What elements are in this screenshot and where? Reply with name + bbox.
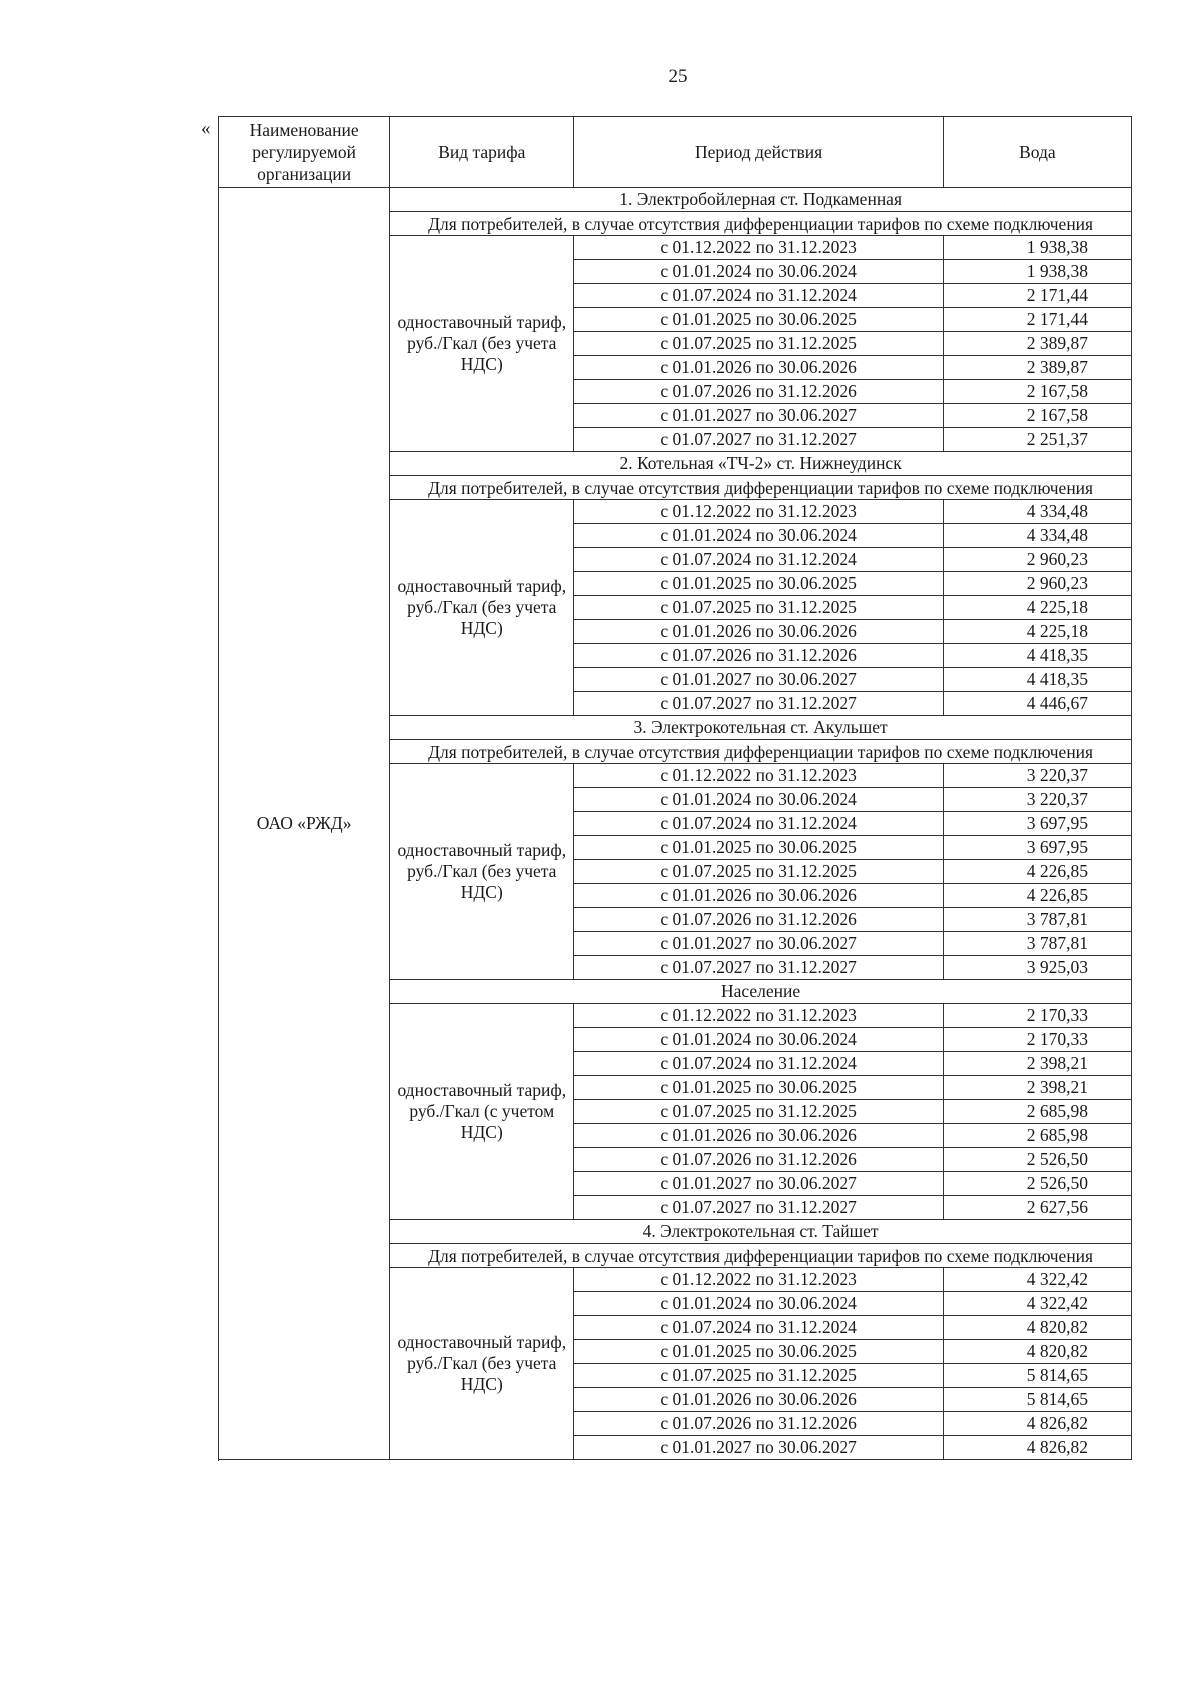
period-cell: с 01.07.2024 по 31.12.2024 (574, 1316, 943, 1340)
water-value-cell: 4 322,42 (943, 1292, 1131, 1316)
period-cell: с 01.01.2027 по 30.06.2027 (574, 668, 943, 692)
water-value-cell: 4 826,82 (943, 1412, 1131, 1436)
period-cell: с 01.01.2025 по 30.06.2025 (574, 308, 943, 332)
section-title-row (219, 188, 1132, 212)
section-title: 1. Электробойлерная ст. Подкаменная (390, 188, 1132, 212)
water-value-cell: 4 418,35 (943, 644, 1131, 668)
period-cell: с 01.07.2027 по 31.12.2027 (574, 428, 943, 452)
water-value-cell: 2 171,44 (943, 284, 1131, 308)
section-title: 3. Электрокотельная ст. Акульшет (390, 716, 1132, 740)
consumer-group-label: Население (390, 980, 1132, 1004)
period-cell: с 01.07.2027 по 31.12.2027 (574, 956, 943, 980)
period-cell: с 01.01.2025 по 30.06.2025 (574, 1340, 943, 1364)
water-value-cell: 3 925,03 (943, 956, 1131, 980)
opening-quote-mark: « (201, 118, 211, 139)
water-value-cell: 3 787,81 (943, 932, 1131, 956)
period-cell: с 01.01.2027 по 30.06.2027 (574, 932, 943, 956)
water-value-cell: 2 389,87 (943, 356, 1131, 380)
organization-name: ОАО «РЖД» (219, 188, 390, 1460)
water-value-cell: 2 389,87 (943, 332, 1131, 356)
water-value-cell: 2 171,44 (943, 308, 1131, 332)
tariff-type: одноставочный тариф, руб./Гкал (без учета НДС) (390, 236, 574, 452)
consumer-group-label: Для потребителей, в случае отсутствия дифференциации тарифов по схеме подключения (390, 1244, 1132, 1268)
water-value-cell: 4 225,18 (943, 596, 1131, 620)
period-cell: с 01.01.2027 по 30.06.2027 (574, 1172, 943, 1196)
period-cell: с 01.07.2027 по 31.12.2027 (574, 1196, 943, 1220)
water-value-cell: 4 820,82 (943, 1340, 1131, 1364)
water-value-cell: 3 697,95 (943, 836, 1131, 860)
water-value-cell: 2 526,50 (943, 1172, 1131, 1196)
water-value-cell: 3 220,37 (943, 788, 1131, 812)
period-cell: с 01.07.2025 по 31.12.2025 (574, 860, 943, 884)
period-cell: с 01.01.2026 по 30.06.2026 (574, 1124, 943, 1148)
period-cell: с 01.01.2025 по 30.06.2025 (574, 1076, 943, 1100)
period-cell: с 01.07.2026 по 31.12.2026 (574, 644, 943, 668)
period-cell: с 01.07.2025 по 31.12.2025 (574, 596, 943, 620)
period-cell: с 01.01.2024 по 30.06.2024 (574, 788, 943, 812)
water-value-cell: 4 334,48 (943, 524, 1131, 548)
water-value-cell: 4 334,48 (943, 500, 1131, 524)
period-cell: с 01.07.2024 по 31.12.2024 (574, 284, 943, 308)
water-value-cell: 2 170,33 (943, 1028, 1131, 1052)
water-value-cell: 3 220,37 (943, 764, 1131, 788)
water-value-cell: 4 446,67 (943, 692, 1131, 716)
period-cell: с 01.01.2027 по 30.06.2027 (574, 1436, 943, 1460)
table-header-row (219, 117, 1132, 188)
tariff-table (218, 116, 1132, 1460)
period-cell: с 01.12.2022 по 31.12.2023 (574, 1004, 943, 1028)
water-value-cell: 2 398,21 (943, 1052, 1131, 1076)
tariff-type: одноставочный тариф, руб./Гкал (с учетом НДС) (390, 1004, 574, 1220)
water-value-cell: 4 226,85 (943, 860, 1131, 884)
water-value-cell: 2 251,37 (943, 428, 1131, 452)
water-value-cell: 5 814,65 (943, 1364, 1131, 1388)
period-cell: с 01.07.2027 по 31.12.2027 (574, 692, 943, 716)
section-title: 2. Котельная «ТЧ-2» ст. Нижнеудинск (390, 452, 1132, 476)
period-cell: с 01.07.2025 по 31.12.2025 (574, 332, 943, 356)
period-cell: с 01.07.2024 по 31.12.2024 (574, 812, 943, 836)
water-value-cell: 2 627,56 (943, 1196, 1131, 1220)
period-cell: с 01.12.2022 по 31.12.2023 (574, 764, 943, 788)
page-number: 25 (668, 66, 688, 87)
water-value-cell: 4 322,42 (943, 1268, 1131, 1292)
tariff-type: одноставочный тариф, руб./Гкал (без учета НДС) (390, 764, 574, 980)
water-value-cell: 2 685,98 (943, 1124, 1131, 1148)
water-value-cell: 2 398,21 (943, 1076, 1131, 1100)
period-cell: с 01.01.2025 по 30.06.2025 (574, 836, 943, 860)
period-cell: с 01.12.2022 по 31.12.2023 (574, 500, 943, 524)
period-cell: с 01.01.2025 по 30.06.2025 (574, 572, 943, 596)
water-value-cell: 2 167,58 (943, 380, 1131, 404)
period-cell: с 01.12.2022 по 31.12.2023 (574, 1268, 943, 1292)
water-value-cell: 2 526,50 (943, 1148, 1131, 1172)
water-value-cell: 3 787,81 (943, 908, 1131, 932)
header-water: Вода (943, 117, 1131, 188)
water-value-cell: 4 225,18 (943, 620, 1131, 644)
period-cell: с 01.07.2025 по 31.12.2025 (574, 1100, 943, 1124)
tariff-table-body (219, 188, 1132, 1460)
header-period: Период действия (574, 117, 943, 188)
period-cell: с 01.01.2026 по 30.06.2026 (574, 884, 943, 908)
water-value-cell: 3 697,95 (943, 812, 1131, 836)
period-cell: с 01.07.2024 по 31.12.2024 (574, 1052, 943, 1076)
water-value-cell: 4 418,35 (943, 668, 1131, 692)
period-cell: с 01.01.2027 по 30.06.2027 (574, 404, 943, 428)
water-value-cell: 1 938,38 (943, 236, 1131, 260)
water-value-cell: 2 170,33 (943, 1004, 1131, 1028)
period-cell: с 01.07.2025 по 31.12.2025 (574, 1364, 943, 1388)
water-value-cell: 2 167,58 (943, 404, 1131, 428)
tariff-type: одноставочный тариф, руб./Гкал (без учета НДС) (390, 1268, 574, 1460)
water-value-cell: 4 226,85 (943, 884, 1131, 908)
period-cell: с 01.07.2026 по 31.12.2026 (574, 908, 943, 932)
consumer-group-label: Для потребителей, в случае отсутствия дифференциации тарифов по схеме подключения (390, 740, 1132, 764)
header-org-name: Наименование регулируемой организации (219, 117, 390, 188)
water-value-cell: 2 960,23 (943, 548, 1131, 572)
period-cell: с 01.01.2024 по 30.06.2024 (574, 1028, 943, 1052)
period-cell: с 01.07.2024 по 31.12.2024 (574, 548, 943, 572)
consumer-group-label: Для потребителей, в случае отсутствия дифференциации тарифов по схеме подключения (390, 212, 1132, 236)
period-cell: с 01.12.2022 по 31.12.2023 (574, 236, 943, 260)
water-value-cell: 1 938,38 (943, 260, 1131, 284)
consumer-group-label: Для потребителей, в случае отсутствия дифференциации тарифов по схеме подключения (390, 476, 1132, 500)
water-value-cell: 2 685,98 (943, 1100, 1131, 1124)
water-value-cell: 4 826,82 (943, 1436, 1131, 1460)
period-cell: с 01.01.2024 по 30.06.2024 (574, 1292, 943, 1316)
period-cell: с 01.07.2026 по 31.12.2026 (574, 380, 943, 404)
section-title: 4. Электрокотельная ст. Тайшет (390, 1220, 1132, 1244)
period-cell: с 01.01.2024 по 30.06.2024 (574, 524, 943, 548)
period-cell: с 01.07.2026 по 31.12.2026 (574, 1148, 943, 1172)
period-cell: с 01.01.2026 по 30.06.2026 (574, 356, 943, 380)
tariff-type: одноставочный тариф, руб./Гкал (без учета НДС) (390, 500, 574, 716)
water-value-cell: 4 820,82 (943, 1316, 1131, 1340)
period-cell: с 01.01.2026 по 30.06.2026 (574, 620, 943, 644)
period-cell: с 01.01.2024 по 30.06.2024 (574, 260, 943, 284)
header-tariff-type: Вид тарифа (390, 117, 574, 188)
period-cell: с 01.07.2026 по 31.12.2026 (574, 1412, 943, 1436)
period-cell: с 01.01.2026 по 30.06.2026 (574, 1388, 943, 1412)
water-value-cell: 5 814,65 (943, 1388, 1131, 1412)
water-value-cell: 2 960,23 (943, 572, 1131, 596)
